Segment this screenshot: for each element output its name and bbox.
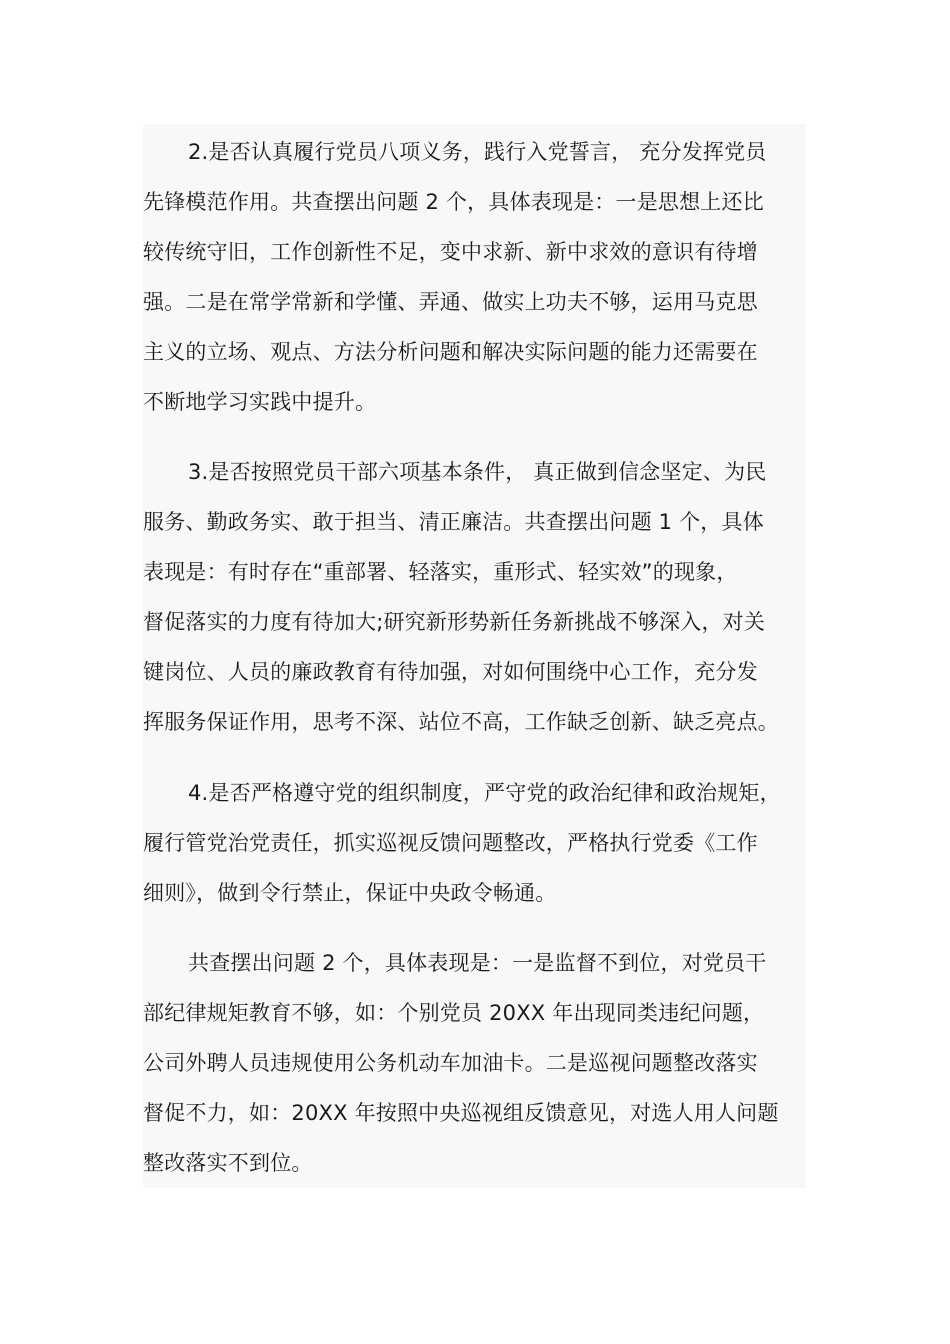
text-line: 整改落实不到位。 bbox=[143, 1151, 313, 1175]
text-line: 督促落实的力度有待加大;研究新形势新任务新挑战不够深入，对关 bbox=[143, 610, 766, 634]
text-line: 先锋模范作用。共查摆出问题 2 个，具体表现是：一是思想上还比 bbox=[143, 190, 764, 214]
text-line: 主义的立场、观点、方法分析问题和解决实际问题的能力还需要在 bbox=[143, 340, 758, 364]
text-line: 公司外聘人员违规使用公务机动车加油卡。二是巡视问题整改落实 bbox=[143, 1051, 758, 1075]
text-line: 挥服务保证作用，思考不深、站位不高，工作缺乏创新、缺乏亮点。 bbox=[143, 710, 779, 734]
text-line: 3.是否按照党员干部六项基本条件， 真正做到信念坚定、为民 bbox=[188, 460, 767, 484]
text-line: 2.是否认真履行党员八项义务，践行入党誓言， 充分发挥党员 bbox=[188, 140, 767, 164]
text-line: 不断地学习实践中提升。 bbox=[143, 390, 377, 414]
text-line: 共查摆出问题 2 个，具体表现是：一是监督不到位，对党员干 bbox=[188, 951, 767, 975]
text-line: 强。二是在常学常新和学懂、弄通、做实上功夫不够，运用马克思 bbox=[143, 290, 758, 314]
text-line: 较传统守旧，工作创新性不足，变中求新、新中求效的意识有待增 bbox=[143, 240, 758, 264]
text-line: 4.是否严格遵守党的组织制度，严守党的政治纪律和政治规矩， bbox=[188, 781, 781, 805]
paragraph-item-3-conditions bbox=[143, 447, 806, 747]
text-line: 细则》，做到令行禁止，保证中央政令畅通。 bbox=[143, 881, 557, 905]
text-line: 履行管党治党责任，抓实巡视反馈问题整改，严格执行党委《工作 bbox=[143, 831, 758, 855]
document-body bbox=[143, 124, 806, 1188]
text-line: 键岗位、人员的廉政教育有待加强，对如何围绕中心工作，充分发 bbox=[143, 660, 758, 684]
text-line: 部纪律规矩教育不够，如：个别党员 20XX 年出现同类违纪问题， bbox=[143, 1001, 765, 1025]
paragraph-item-4-discipline bbox=[143, 768, 806, 918]
text-line: 表现是：有时存在“重部署、轻落实，重形式、轻实效”的现象， bbox=[143, 560, 738, 584]
paragraph-item-2-obligations bbox=[143, 127, 806, 427]
text-line: 服务、勤政务实、敢于担当、清正廉洁。共查摆出问题 1 个，具体 bbox=[143, 510, 764, 534]
text-line: 督促不力，如：20XX 年按照中央巡视组反馈意见，对选人用人问题 bbox=[143, 1101, 779, 1125]
paragraph-problems-found bbox=[143, 938, 806, 1188]
